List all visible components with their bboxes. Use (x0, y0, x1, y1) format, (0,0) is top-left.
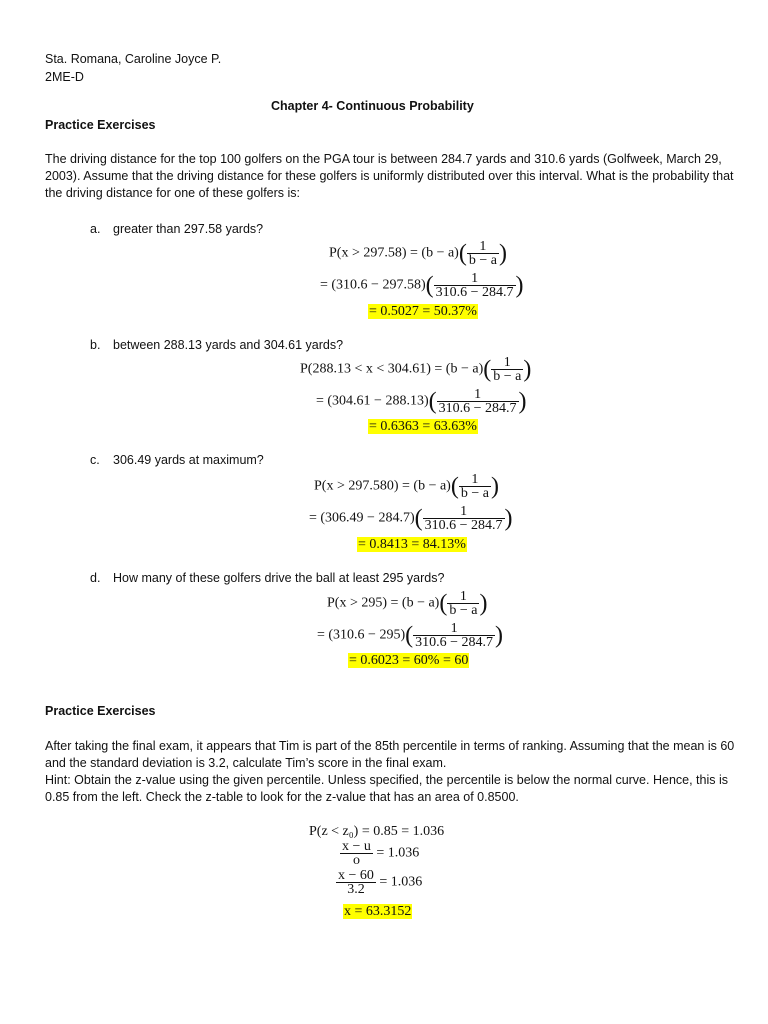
equation-substitute: $\frac{x - 60}{3.2}$ = 1.036 (338, 868, 423, 897)
equation-b-line2: = (304.61 − 288.13)( $\frac{1}{310.6 - 284.7}$ ) (316, 387, 527, 416)
problem-statement-1: The driving distance for the top 100 golfers on the PGA tour is between 284.7 yards and 310.6 yards (Golfweek, March 29, 2003). Assume that the driving distance for these golfers is uniformly distributed over this interval. What is the probability that the driving distance for one of these golfers is: (45, 152, 734, 200)
equation-z: P(z < z₀) = 0.85 = 1.036 (309, 824, 445, 839)
answer-c: = 0.8413 = 84.13% (358, 537, 466, 552)
equation-a-line2: = (310.6 − 297.58)( $\frac{1}{310.6 - 284.7}$ ) (320, 271, 524, 300)
author-section: 2ME-D (45, 70, 84, 84)
equation-standardize: $\frac{x - u}{o}$ = 1.036 (342, 839, 420, 868)
equation-d-line1: P(x > 295) = (b − a)( $\frac{1}{b - a}$ ) (327, 589, 488, 618)
item-question-c: 306.49 yards at maximum? (113, 453, 264, 467)
answer-b: = 0.6363 = 63.63% (369, 419, 477, 434)
item-letter-c: c. (90, 453, 100, 467)
hint-text: Hint: Obtain the z-value using the given percentile. Unless specified, the percentile is below the normal curve. Hence, this is 0.85 from the left. Check the z-table to look for the z-value that has an area of 0.8500. (45, 773, 728, 804)
author-name: Sta. Romana, Caroline Joyce P. (45, 52, 222, 66)
answer-score: x = 63.3152 (344, 904, 412, 919)
equation-d-line2: = (310.6 − 295)( $\frac{1}{310.6 - 284.7}$ ) (317, 621, 504, 650)
equation-c-line1: P(x > 297.580) = (b − a)( $\frac{1}{b - a}$ ) (314, 472, 499, 501)
item-letter-a: a. (90, 222, 101, 236)
item-letter-d: d. (90, 571, 101, 585)
section-heading-2: Practice Exercises (45, 704, 156, 718)
equation-b-line1: P(288.13 < x < 304.61) = (b − a)( $\frac{1}{b - a}$ ) (300, 355, 532, 384)
item-question-d: How many of these golfers drive the ball at least 295 yards? (113, 571, 445, 585)
item-question-a: greater than 297.58 yards? (113, 222, 264, 236)
chapter-title: Chapter 4- Continuous Probability (271, 99, 474, 113)
item-question-b: between 288.13 yards and 304.61 yards? (113, 338, 344, 352)
equation-a-line1: P(x > 297.58) = (b − a)( $\frac{1}{b - a}$ ) (329, 239, 507, 268)
answer-d: = 0.6023 = 60% = 60 (349, 653, 469, 668)
item-letter-b: b. (90, 338, 101, 352)
answer-a: = 0.5027 = 50.37% (369, 304, 477, 319)
section-heading-1: Practice Exercises (45, 118, 156, 132)
equation-c-line2: = (306.49 − 284.7)( $\frac{1}{310.6 - 284.7}$ ) (309, 504, 513, 533)
problem-statement-2: After taking the final exam, it appears that Tim is part of the 85th percentile in terms of ranking. Assuming that the mean is 60 and the standard deviation is 3.2, calculate Tim’s score in the final exam. (45, 739, 735, 770)
